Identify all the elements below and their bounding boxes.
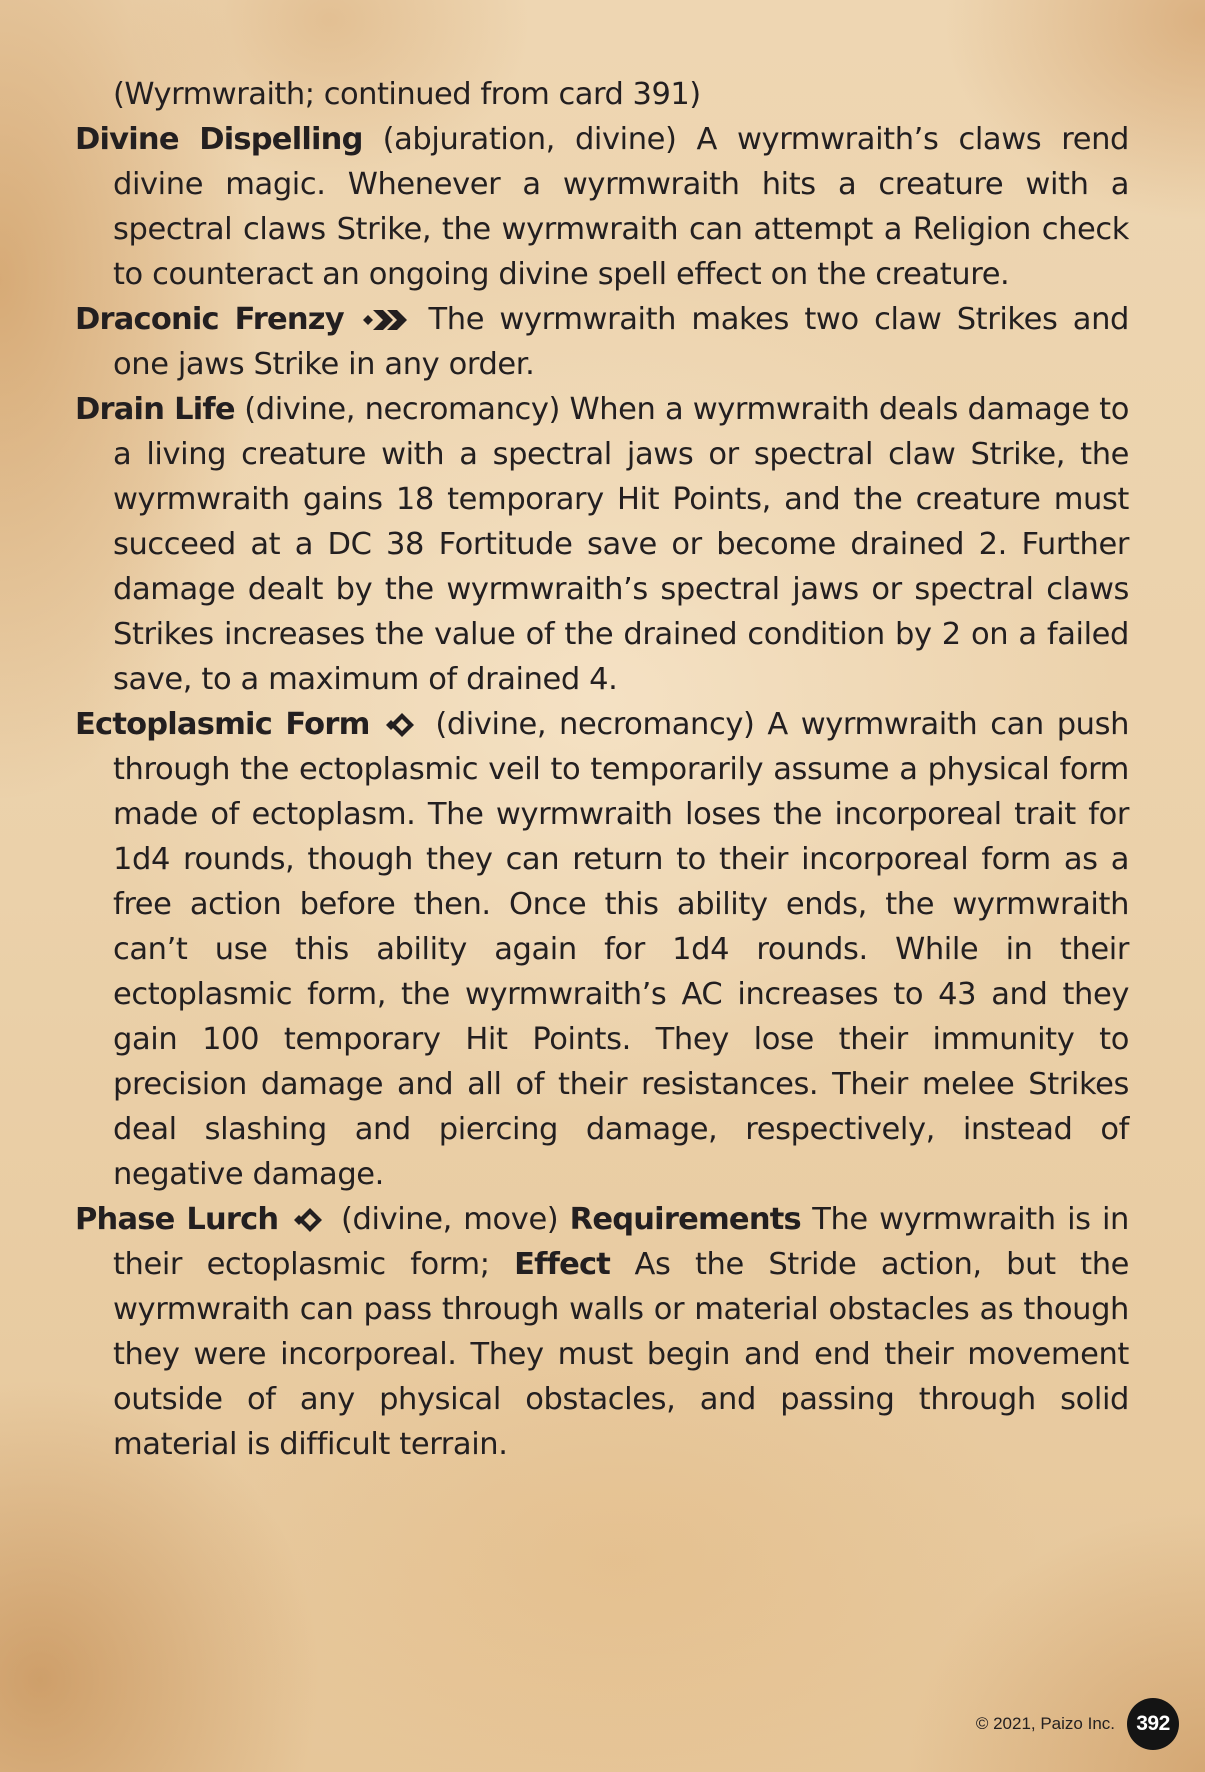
effect-text: As the Stride action, but the wyrmwraith can pass through walls or material obstacles as though they were incorporeal. They must begin and end their movement outside of any physical obstacles, and passing through solid material is difficult terrain. — [113, 1247, 1129, 1462]
ability-text: (abjuration, divine) A wyrmwraith’s claws rend divine magic. Whenever a wyrmwraith hits a creature with a spectral claws Strike, the wyrmwraith can attempt a Religion check to counteract an ongoing divine spell effect on the creature. — [113, 122, 1129, 292]
ability-ectoplasmic-form — [75, 702, 1129, 1197]
ability-divine-dispelling — [75, 117, 1129, 297]
ability-drain-life — [75, 387, 1129, 702]
ability-text: The wyrmwraith makes two claw Strikes and one jaws Strike in any order. — [113, 302, 1129, 382]
card-body — [75, 72, 1129, 1467]
requirements-text: The wyrmwraith is in their ectoplasmic form; — [113, 1202, 1129, 1282]
ability-name: Phase Lurch — [75, 1202, 279, 1237]
continuation-note: (Wyrmwraith; continued from card 391) — [113, 77, 701, 112]
requirements-label: Requirements — [569, 1202, 801, 1237]
page-number-badge: 392 — [1127, 1698, 1179, 1750]
page-footer — [976, 1698, 1179, 1750]
ability-name: Divine Dispelling — [75, 122, 363, 157]
effect-label: Effect — [514, 1247, 611, 1282]
one-action-icon — [292, 1207, 328, 1233]
one-action-icon — [384, 712, 420, 738]
ability-phase-lurch — [75, 1197, 1129, 1467]
ability-name: Ectoplasmic Form — [75, 707, 370, 742]
ability-name: Draconic Frenzy — [75, 302, 344, 337]
ability-traits: (divine, move) — [329, 1202, 570, 1237]
two-actions-icon — [361, 307, 411, 333]
ability-text: (divine, necromancy) When a wyrmwraith deals damage to a living creature with a spectral jaws or spectral claw Strike, the wyrmwraith gains 18 temporary Hit Points, and the creature must succeed at a DC 38 Fortitude save or become drained 2. Further damage dealt by the wyrmwraith’s spectral jaws or spectral claws Strikes increases the value of the drained condition by 2 on a failed save, to a maximum of drained 4. — [113, 392, 1129, 697]
ability-name: Drain Life — [75, 392, 235, 427]
ability-draconic-frenzy — [75, 297, 1129, 387]
copyright-notice: © 2021, Paizo Inc. — [975, 1714, 1115, 1733]
ability-text: (divine, necromancy) A wyrmwraith can push through the ectoplasmic veil to temporarily assume a physical form made of ectoplasm. The wyrmwraith loses the incorporeal trait for 1d4 rounds, though they can return to their incorporeal form as a free action before then. Once this ability ends, the wyrmwraith can’t use this ability again for 1d4 rounds. While in their ectoplasmic form, the wyrmwraith’s AC increases to 43 and they gain 100 temporary Hit Points. They lose their immunity to precision damage and all of their resistances. Their melee Strikes deal slashing and piercing damage, respectively, instead of negative damage. — [113, 707, 1130, 1192]
